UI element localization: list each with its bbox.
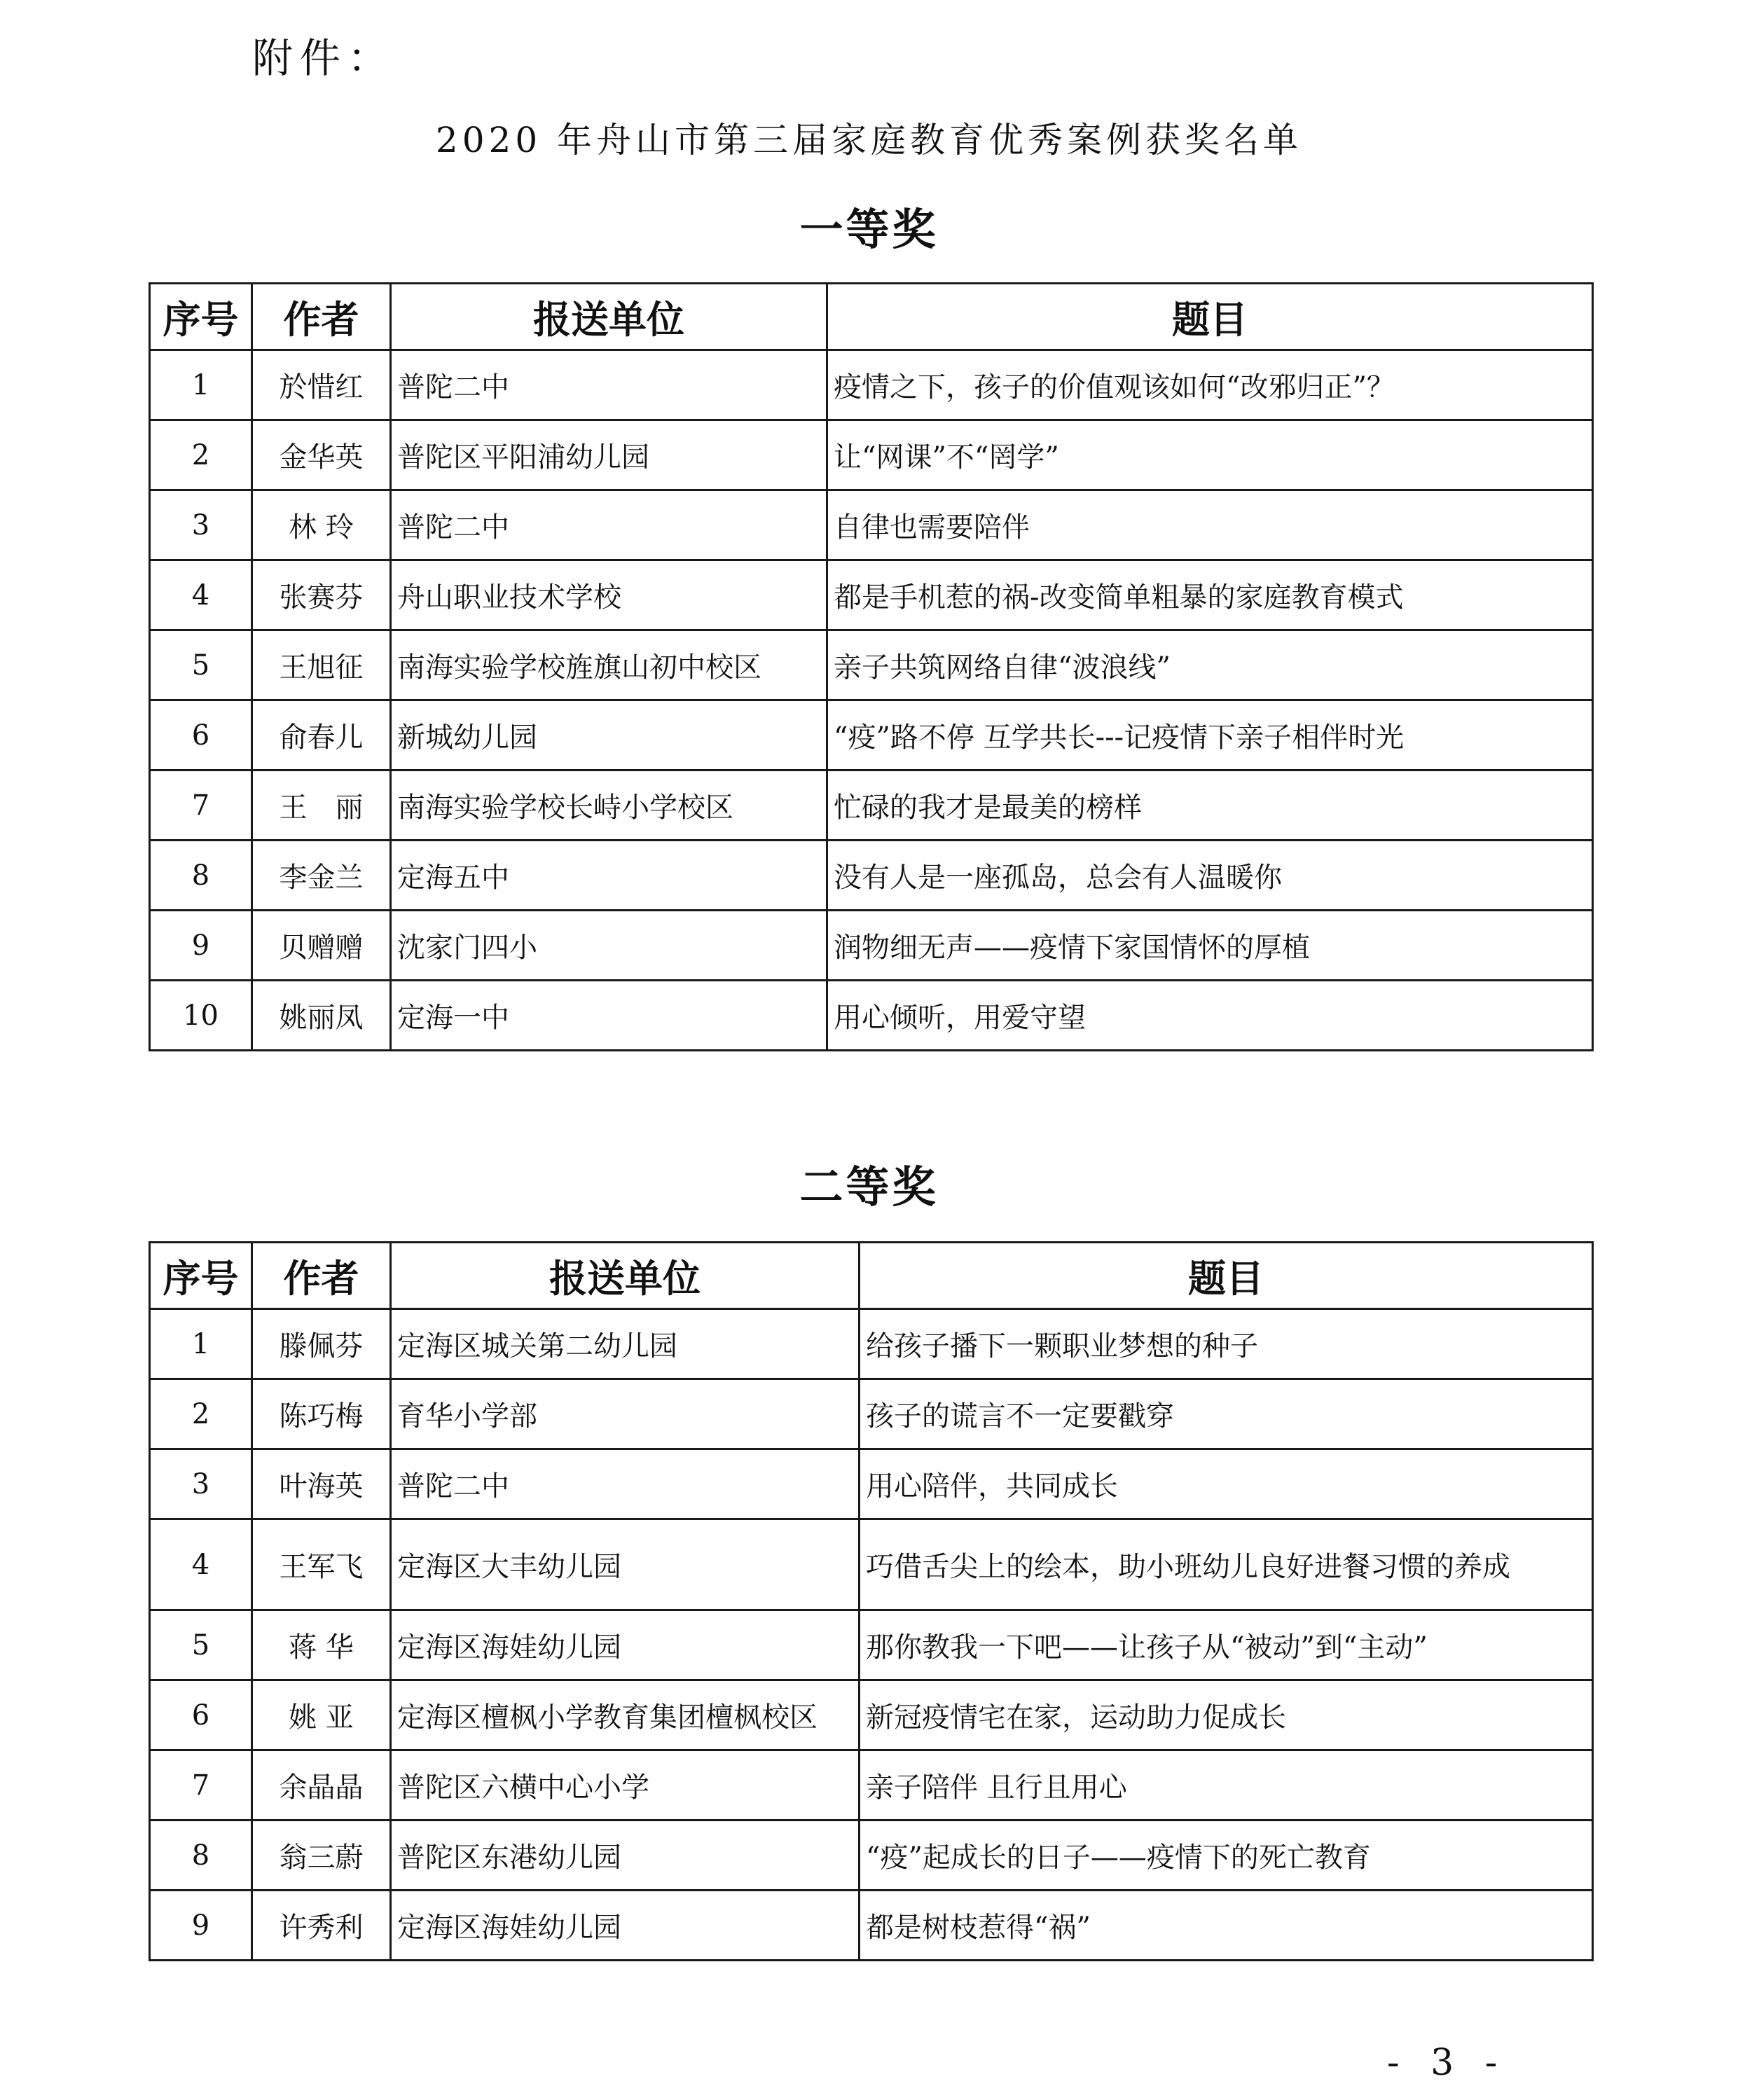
row-unit: 育华小学部 xyxy=(391,1379,860,1449)
table-header-row xyxy=(150,1243,1593,1309)
row-index: 7 xyxy=(150,771,252,841)
row-unit: 定海区城关第二幼儿园 xyxy=(391,1309,860,1379)
document-title: 2020 年舟山市第三届家庭教育优秀案例获奖名单 xyxy=(435,120,1303,160)
row-author: 姚 亚 xyxy=(252,1680,391,1750)
first-prize-table xyxy=(149,282,1594,1051)
row-author: 王军飞 xyxy=(252,1519,391,1610)
row-unit: 定海五中 xyxy=(391,841,827,911)
attachment-label: 附件： xyxy=(252,34,396,82)
column-header-index: 序号 xyxy=(150,284,252,350)
row-unit: 普陀区东港幼儿园 xyxy=(391,1821,860,1891)
row-index: 1 xyxy=(150,1309,252,1379)
row-index: 8 xyxy=(150,841,252,911)
column-header-unit: 报送单位 xyxy=(391,284,827,350)
column-header-unit: 报送单位 xyxy=(391,1243,860,1309)
table-row xyxy=(150,911,1593,981)
row-author: 俞春儿 xyxy=(252,700,391,771)
row-topic: 忙碌的我才是最美的榜样 xyxy=(827,771,1593,841)
row-unit: 舟山职业技术学校 xyxy=(391,560,827,630)
row-author: 王 丽 xyxy=(252,771,391,841)
row-topic: 巧借舌尖上的绘本，助小班幼儿良好进餐习惯的养成 xyxy=(860,1519,1593,1610)
table-row xyxy=(150,420,1593,490)
row-index: 5 xyxy=(150,1610,252,1680)
row-topic: 那你教我一下吧——让孩子从“被动”到“主动” xyxy=(860,1610,1593,1680)
row-index: 7 xyxy=(150,1750,252,1821)
row-author: 翁三蔚 xyxy=(252,1821,391,1891)
table-row xyxy=(150,1891,1593,1961)
row-unit: 定海一中 xyxy=(391,981,827,1051)
row-topic: 自律也需要陪伴 xyxy=(827,490,1593,560)
row-unit: 南海实验学校旌旗山初中校区 xyxy=(391,630,827,700)
row-index: 3 xyxy=(150,490,252,560)
table-row xyxy=(150,1519,1593,1610)
row-unit: 定海区檀枫小学教育集团檀枫校区 xyxy=(391,1680,860,1750)
table-row xyxy=(150,700,1593,771)
row-index: 5 xyxy=(150,630,252,700)
row-author: 王旭征 xyxy=(252,630,391,700)
row-index: 1 xyxy=(150,350,252,420)
row-unit: 普陀二中 xyxy=(391,490,827,560)
row-unit: 定海区大丰幼儿园 xyxy=(391,1519,860,1610)
row-index: 2 xyxy=(150,420,252,490)
row-author: 陈巧梅 xyxy=(252,1379,391,1449)
row-topic: 亲子共筑网络自律“波浪线” xyxy=(827,630,1593,700)
column-header-index: 序号 xyxy=(150,1243,252,1309)
table-row xyxy=(150,560,1593,630)
table-header-row xyxy=(150,284,1593,350)
row-author: 蒋 华 xyxy=(252,1610,391,1680)
row-unit: 普陀区平阳浦幼儿园 xyxy=(391,420,827,490)
row-author: 李金兰 xyxy=(252,841,391,911)
row-topic: 疫情之下，孩子的价值观该如何“改邪归正”？ xyxy=(827,350,1593,420)
row-index: 2 xyxy=(150,1379,252,1449)
table-row xyxy=(150,490,1593,560)
column-header-author: 作者 xyxy=(252,284,391,350)
row-index: 4 xyxy=(150,560,252,630)
row-author: 姚丽凤 xyxy=(252,981,391,1051)
row-index: 6 xyxy=(150,1680,252,1750)
row-index: 3 xyxy=(150,1449,252,1519)
row-topic: 润物细无声——疫情下家国情怀的厚植 xyxy=(827,911,1593,981)
second-prize-table xyxy=(149,1241,1594,1961)
column-header-author: 作者 xyxy=(252,1243,391,1309)
row-topic: 新冠疫情宅在家，运动助力促成长 xyxy=(860,1680,1593,1750)
row-topic: 没有人是一座孤岛，总会有人温暖你 xyxy=(827,841,1593,911)
table-row xyxy=(150,981,1593,1051)
table-row xyxy=(150,841,1593,911)
row-topic: 都是树枝惹得“祸” xyxy=(860,1891,1593,1961)
row-unit: 沈家门四小 xyxy=(391,911,827,981)
table-row xyxy=(150,630,1593,700)
row-unit: 定海区海娃幼儿园 xyxy=(391,1891,860,1961)
row-topic: “疫”路不停 互学共长---记疫情下亲子相伴时光 xyxy=(827,700,1593,771)
page-number: - 3 - xyxy=(1387,2042,1508,2084)
row-author: 许秀利 xyxy=(252,1891,391,1961)
second-prize-heading: 二等奖 xyxy=(799,1161,939,1213)
row-author: 林 玲 xyxy=(252,490,391,560)
row-author: 张赛芬 xyxy=(252,560,391,630)
row-index: 6 xyxy=(150,700,252,771)
row-index: 9 xyxy=(150,911,252,981)
row-topic: 孩子的谎言不一定要戳穿 xyxy=(860,1379,1593,1449)
table-row xyxy=(150,1680,1593,1750)
row-author: 叶海英 xyxy=(252,1449,391,1519)
table-row xyxy=(150,1309,1593,1379)
row-index: 10 xyxy=(150,981,252,1051)
row-unit: 普陀区六横中心小学 xyxy=(391,1750,860,1821)
row-topic: 让“网课”不“罔学” xyxy=(827,420,1593,490)
row-author: 於惜红 xyxy=(252,350,391,420)
row-unit: 新城幼儿园 xyxy=(391,700,827,771)
row-topic: “疫”起成长的日子——疫情下的死亡教育 xyxy=(860,1821,1593,1891)
row-topic: 给孩子播下一颗职业梦想的种子 xyxy=(860,1309,1593,1379)
row-author: 金华英 xyxy=(252,420,391,490)
row-author: 贝赠赠 xyxy=(252,911,391,981)
row-topic: 都是手机惹的祸-改变简单粗暴的家庭教育模式 xyxy=(827,560,1593,630)
row-index: 8 xyxy=(150,1821,252,1891)
row-topic: 用心陪伴，共同成长 xyxy=(860,1449,1593,1519)
table-row xyxy=(150,1821,1593,1891)
table-row xyxy=(150,771,1593,841)
row-unit: 普陀二中 xyxy=(391,1449,860,1519)
table-row xyxy=(150,1379,1593,1449)
table-row xyxy=(150,1610,1593,1680)
column-header-topic: 题目 xyxy=(860,1243,1593,1309)
row-author: 滕佩芬 xyxy=(252,1309,391,1379)
row-author: 余晶晶 xyxy=(252,1750,391,1821)
row-unit: 普陀二中 xyxy=(391,350,827,420)
table-row xyxy=(150,1750,1593,1821)
first-prize-heading: 一等奖 xyxy=(799,204,939,255)
row-index: 9 xyxy=(150,1891,252,1961)
row-unit: 南海实验学校长峙小学校区 xyxy=(391,771,827,841)
table-row xyxy=(150,1449,1593,1519)
column-header-topic: 题目 xyxy=(827,284,1593,350)
row-unit: 定海区海娃幼儿园 xyxy=(391,1610,860,1680)
row-topic: 亲子陪伴 且行且用心 xyxy=(860,1750,1593,1821)
table-row xyxy=(150,350,1593,420)
row-index: 4 xyxy=(150,1519,252,1610)
row-topic: 用心倾听，用爱守望 xyxy=(827,981,1593,1051)
